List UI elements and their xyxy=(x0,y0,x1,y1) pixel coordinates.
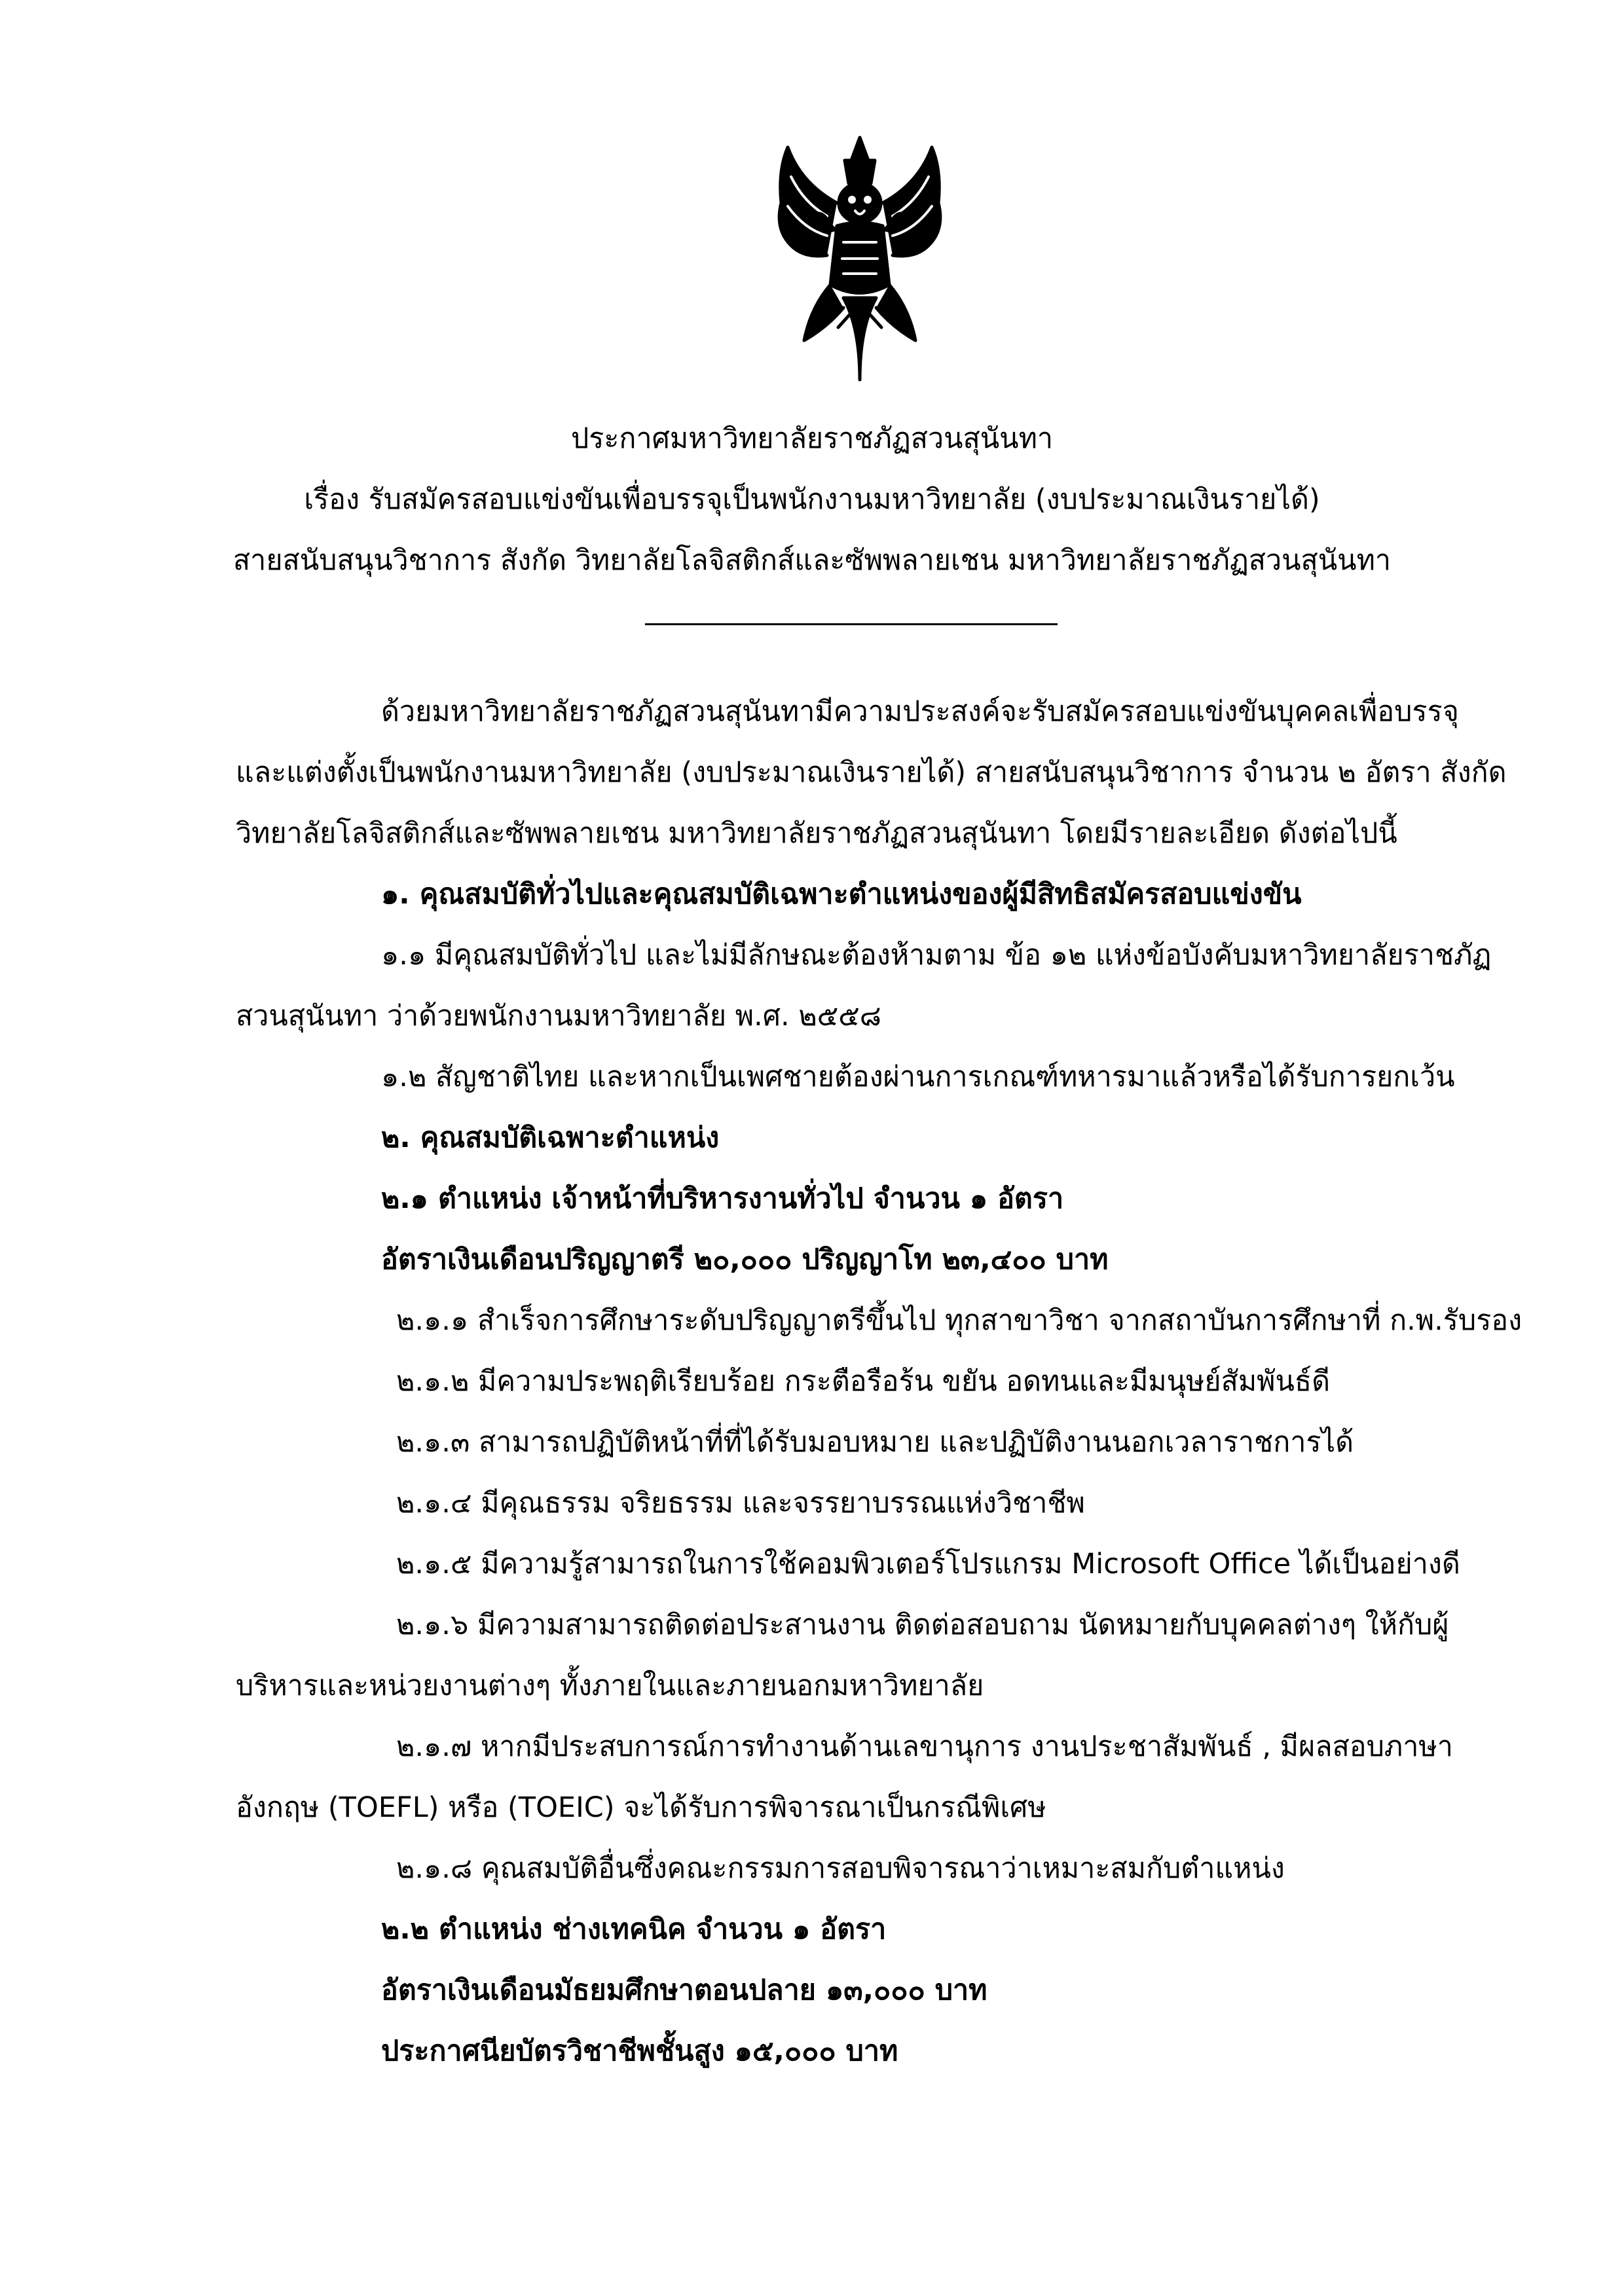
announcement-subject: เรื่อง รับสมัครสอบแข่งขันเพื่อบรรจุเป็นพนักงานมหาวิทยาลัย (งบประมาณเงินรายได้) xyxy=(304,483,1320,516)
section-2-heading: ๒. คุณสมบัติเฉพาะตำแหน่ง xyxy=(381,1121,720,1154)
item-2-1-2: ๒.๑.๒ มีความประพฤติเรียบร้อย กระตือรือร้น ขยัน อดทนและมีมนุษย์สัมพันธ์ดี xyxy=(396,1365,1331,1398)
intro-line-3: วิทยาลัยโลจิสติกส์และซัพพลายเชน มหาวิทยาลัยราชภัฏสวนสุนันทา โดยมีรายละเอียด ดังต่อไปนี้ xyxy=(236,817,1397,850)
item-2-1-6-line-1: ๒.๑.๖ มีความสามารถติดต่อประสานงาน ติดต่อสอบถาม นัดหมายกับบุคคลต่างๆ ให้กับผู้ xyxy=(396,1609,1449,1641)
item-2-1-1: ๒.๑.๑ สำเร็จการศึกษาระดับปริญญาตรีขึ้นไป ทุกสาขาวิชา จากสถาบันการศึกษาที่ ก.พ.รับรอง xyxy=(396,1304,1522,1337)
item-2-1-6-line-2: บริหารและหน่วยงานต่างๆ ทั้งภายในและภายนอกมหาวิทยาลัย xyxy=(236,1669,984,1702)
position-2-2-salary-2: ประกาศนียบัตรวิชาชีพชั้นสูง ๑๕,๐๐๐ บาท xyxy=(381,2035,898,2068)
item-2-1-3: ๒.๑.๓ สามารถปฏิบัติหน้าที่ที่ได้รับมอบหมาย และปฏิบัติงานนอกเวลาราชการได้ xyxy=(396,1426,1354,1459)
position-2-1-heading: ๒.๑ ตำแหน่ง เจ้าหน้าที่บริหารงานทั่วไป จำนวน ๑ อัตรา xyxy=(381,1182,1064,1215)
item-1-2: ๑.๒ สัญชาติไทย และหากเป็นเพศชายต้องผ่านการเกณฑ์ทหารมาแล้วหรือได้รับการยกเว้น xyxy=(381,1061,1455,1093)
position-2-1-salary: อัตราเงินเดือนปริญญาตรี ๒๐,๐๐๐ ปริญญาโท ๒๓,๔๐๐ บาท xyxy=(381,1243,1109,1276)
item-2-1-8: ๒.๑.๘ คุณสมบัติอื่นซึ่งคณะกรรมการสอบพิจารณาว่าเหมาะสมกับตำแหน่ง xyxy=(396,1852,1285,1885)
position-2-2-salary-1: อัตราเงินเดือนมัธยมศึกษาตอนปลาย ๑๓,๐๐๐ บาท xyxy=(381,1974,987,2007)
item-2-1-4: ๒.๑.๔ มีคุณธรรม จริยธรรม และจรรยาบรรณแห่งวิชาชีพ xyxy=(396,1487,1085,1520)
position-2-2-heading: ๒.๒ ตำแหน่ง ช่างเทคนิค จำนวน ๑ อัตรา xyxy=(381,1913,887,1946)
item-2-1-7-line-2: อังกฤษ (TOEFL) หรือ (TOEIC) จะได้รับการพิจารณาเป็นกรณีพิเศษ xyxy=(236,1791,1046,1824)
announcement-subline: สายสนับสนุนวิชาการ สังกัด วิทยาลัยโลจิสติกส์และซัพพลายเชน มหาวิทยาลัยราชภัฏสวนสุนันทา xyxy=(232,544,1392,577)
intro-line-1: ด้วยมหาวิทยาลัยราชภัฏสวนสุนันทามีความประสงค์จะรับสมัครสอบแข่งขันบุคคลเพื่อบรรจุ xyxy=(381,695,1459,728)
item-1-1-line-1: ๑.๑ มีคุณสมบัติทั่วไป และไม่มีลักษณะต้องห้ามตาม ข้อ ๑๒ แห่งข้อบังคับมหาวิทยาลัยราชภัฏ xyxy=(381,939,1492,972)
announcement-title: ประกาศมหาวิทยาลัยราชภัฏสวนสุนันทา xyxy=(570,422,1054,455)
section-1-heading: ๑. คุณสมบัติทั่วไปและคุณสมบัติเฉพาะตำแหน่งของผู้มีสิทธิสมัครสอบแข่งขัน xyxy=(381,878,1302,911)
intro-line-2: และแต่งตั้งเป็นพนักงานมหาวิทยาลัย (งบประมาณเงินรายได้) สายสนับสนุนวิชาการ จำนวน ๒ อัตรา สังกัด xyxy=(236,756,1507,789)
item-2-1-5: ๒.๑.๕ มีความรู้สามารถในการใช้คอมพิวเตอร์โปรแกรม Microsoft Office ได้เป็นอย่างดี xyxy=(396,1548,1460,1580)
title-divider xyxy=(645,623,1058,625)
item-1-1-line-2: สวนสุนันทา ว่าด้วยพนักงานมหาวิทยาลัย พ.ศ. ๒๕๕๘ xyxy=(236,1000,881,1032)
item-2-1-7-line-1: ๒.๑.๗ หากมีประสบการณ์การทำงานด้านเลขานุการ งานประชาสัมพันธ์ , มีผลสอบภาษา xyxy=(396,1730,1453,1763)
garuda-emblem-icon xyxy=(765,131,955,386)
